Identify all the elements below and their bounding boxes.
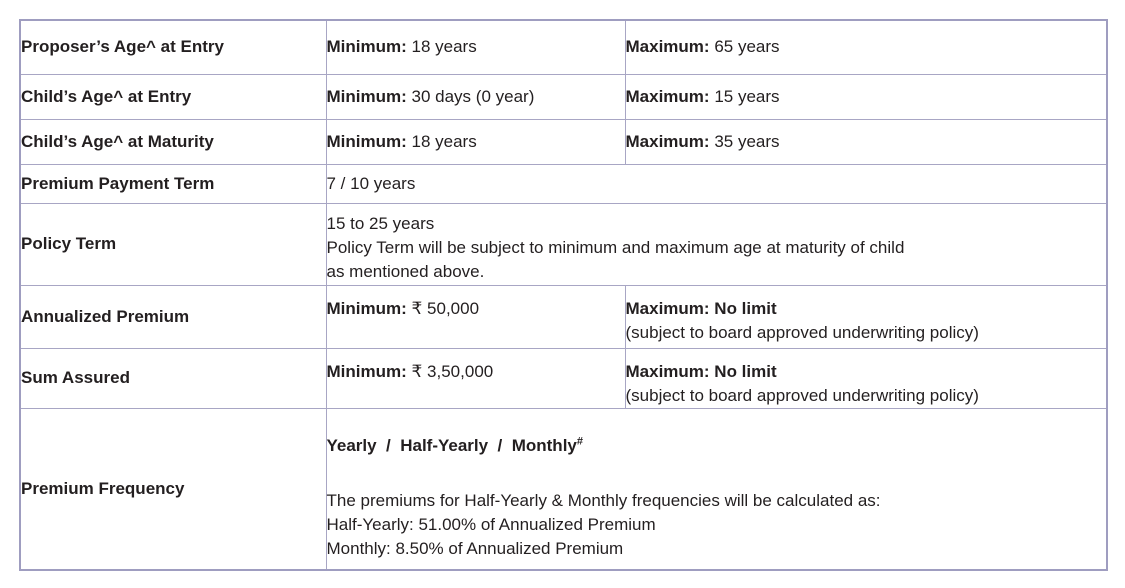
minimum-label: Minimum:: [326, 361, 407, 381]
frequency-note-line: Monthly: 8.50% of Annualized Premium: [326, 538, 624, 558]
row-label-text: Proposer’s Age^ at Entry: [21, 37, 224, 57]
maximum-cell: [625, 348, 1107, 408]
frequency-note-line: Half-Yearly: 51.00% of Annualized Premium: [326, 514, 656, 534]
row-label: [20, 74, 326, 119]
table-row-policy-term: [20, 203, 1107, 285]
minimum-cell: [326, 74, 625, 119]
minimum-value: 30 days (0 year): [411, 86, 535, 106]
row-label: [20, 203, 326, 285]
row-label: [20, 164, 326, 203]
row-label-text: Child’s Age^ at Entry: [21, 86, 192, 106]
maximum-value: 35 years: [714, 131, 780, 151]
row-label-text: Child’s Age^ at Maturity: [21, 131, 214, 151]
minimum-label: Minimum:: [326, 37, 407, 57]
table-row-premium-frequency: [20, 408, 1107, 570]
minimum-cell: [326, 119, 625, 164]
policy-eligibility-table: [19, 19, 1108, 571]
minimum-label: Minimum:: [326, 86, 407, 106]
maximum-value: 65 years: [714, 37, 780, 57]
minimum-value: ₹ 50,000: [411, 298, 480, 318]
value-text: 7 / 10 years: [326, 173, 416, 193]
minimum-label: Minimum:: [326, 131, 407, 151]
row-label-text: Premium Payment Term: [21, 173, 215, 193]
maximum-value: 15 years: [714, 86, 780, 106]
table-row-annualized-premium: [20, 285, 1107, 348]
maximum-label: Maximum:: [625, 37, 710, 57]
table-row-proposer-age: [20, 20, 1107, 74]
row-label-text: Sum Assured: [21, 368, 130, 387]
frequency-options-text: Yearly / Half-Yearly / Monthly: [326, 435, 577, 455]
minimum-cell: [326, 20, 625, 74]
minimum-value: ₹ 3,50,000: [411, 361, 494, 381]
maximum-note: (subject to board approved underwriting policy): [625, 385, 979, 405]
table-row-child-age-maturity: [20, 119, 1107, 164]
row-label-text: Premium Frequency: [21, 478, 185, 498]
policy-term-line: 15 to 25 years: [326, 213, 435, 233]
value-cell: [326, 164, 1107, 203]
minimum-label: Minimum:: [326, 298, 407, 318]
minimum-cell: [326, 285, 625, 348]
row-label: [20, 348, 326, 408]
table-row-sum-assured: [20, 348, 1107, 408]
table-row-premium-payment-term: [20, 164, 1107, 203]
row-label: [20, 408, 326, 570]
value-cell: [326, 408, 1107, 570]
maximum-label: Maximum:: [625, 86, 710, 106]
maximum-label: Maximum:: [625, 131, 710, 151]
row-label: [20, 119, 326, 164]
maximum-cell: [625, 20, 1107, 74]
maximum-label: Maximum: No limit: [625, 361, 777, 381]
value-cell: [326, 203, 1107, 285]
maximum-cell: [625, 285, 1107, 348]
frequency-note-line: The premiums for Half-Yearly & Monthly frequencies will be calculated as:: [326, 490, 881, 510]
policy-term-line: Policy Term will be subject to minimum and maximum age at maturity of child: [326, 237, 905, 257]
frequency-options-line: [327, 434, 1107, 458]
minimum-value: 18 years: [411, 131, 477, 151]
row-label: [20, 285, 326, 348]
policy-term-line: as mentioned above.: [326, 261, 485, 281]
maximum-note: (subject to board approved underwriting policy): [625, 322, 979, 342]
minimum-value: 18 years: [411, 37, 477, 57]
row-label-text: Annualized Premium: [21, 306, 190, 326]
minimum-cell: [326, 348, 625, 408]
maximum-cell: [625, 74, 1107, 119]
maximum-label: Maximum: No limit: [625, 298, 777, 318]
maximum-cell: [625, 119, 1107, 164]
hash-superscript: #: [576, 434, 583, 447]
row-label: [20, 20, 326, 74]
table-row-child-age-entry: [20, 74, 1107, 119]
row-label-text: Policy Term: [21, 234, 117, 253]
